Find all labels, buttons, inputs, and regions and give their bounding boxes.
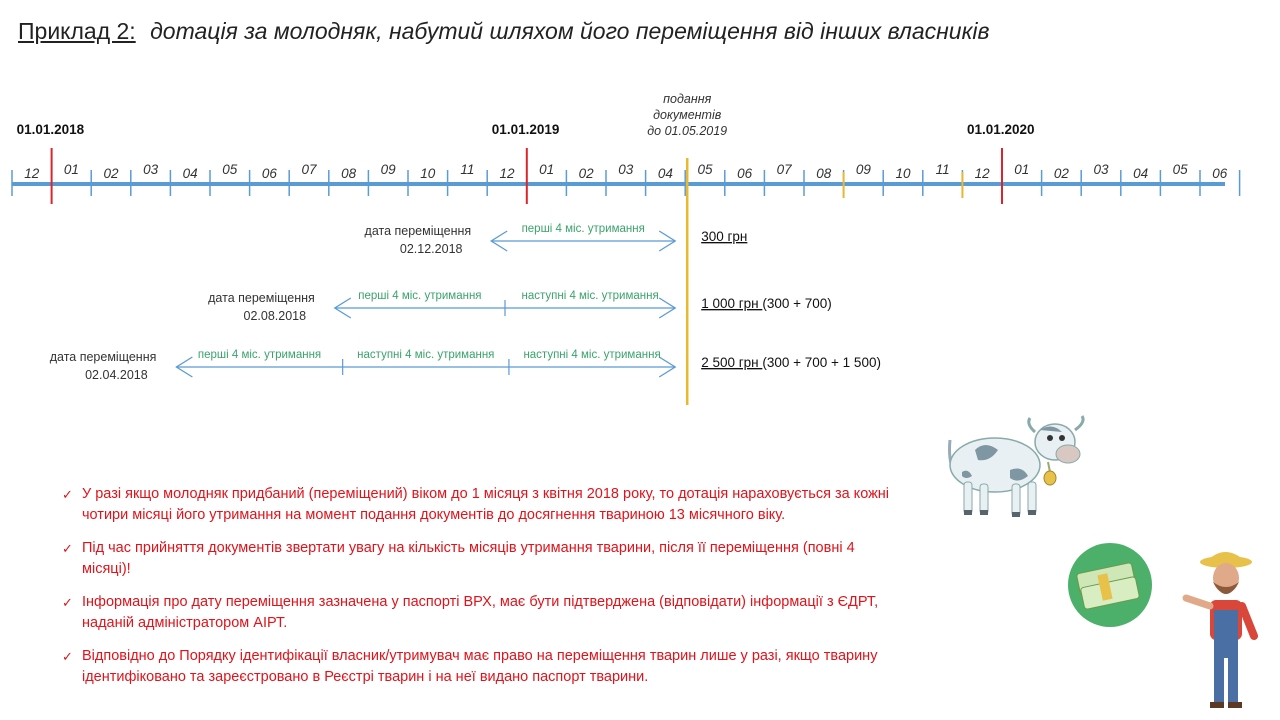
note-item [62, 646, 892, 688]
submission-note: до 01.05.2019 [647, 124, 728, 138]
move-date-value: 02.12.2018 [399, 242, 463, 256]
month-label: 02 [578, 166, 594, 181]
month-label: 02 [1053, 166, 1069, 181]
check-icon: ✓ [62, 541, 73, 556]
month-label: 06 [1212, 166, 1228, 181]
month-label: 10 [895, 166, 911, 181]
segment-label: перші 4 міс. утримання [521, 223, 645, 235]
segment-label: перші 4 міс. утримання [197, 349, 322, 361]
month-label: 01 [539, 162, 555, 177]
note-text: Під час прийняття документів звертати увагу на кількість місяців утримання тварини, після її переміщення (повні 4 місяці)! [82, 540, 855, 577]
month-label: 09 [380, 162, 396, 177]
subsidy-amount [701, 229, 747, 244]
month-label: 08 [816, 166, 832, 181]
month-label: 12 [24, 166, 40, 181]
check-icon: ✓ [62, 595, 73, 610]
month-label: 06 [261, 166, 277, 181]
year-label: 01.01.2019 [491, 122, 560, 137]
month-label: 11 [460, 162, 475, 177]
farmer-illustration [1060, 540, 1280, 720]
submission-note: документів [653, 108, 722, 122]
segment-label: наступні 4 міс. утримання [523, 349, 661, 361]
amount-breakdown: (300 + 700) [762, 296, 832, 311]
month-label: 09 [855, 162, 871, 177]
move-date-label: дата переміщення [364, 224, 472, 238]
check-icon: ✓ [62, 649, 73, 664]
amount-total: 1 000 грн [701, 296, 763, 311]
year-label: 01.01.2018 [16, 122, 85, 137]
move-date-label: дата переміщення [49, 350, 157, 364]
subsidy-amount [701, 296, 832, 311]
note-text: Відповідно до Порядку ідентифікації власник/утримувач має право на переміщення тварин лише у разі, якщо тварину ідентифіковано та зареєстровано в Реєстрі тварин і на неї видано паспорт тварини. [82, 648, 878, 685]
example-label: Приклад 2: [18, 18, 136, 44]
segment-label: перші 4 міс. утримання [358, 290, 482, 302]
month-label: 03 [143, 162, 159, 177]
move-date-value: 02.08.2018 [243, 309, 307, 323]
month-label: 11 [935, 162, 950, 177]
move-date-label: дата переміщення [208, 291, 315, 305]
check-icon: ✓ [62, 487, 73, 502]
note-item [62, 592, 892, 634]
month-label: 01 [63, 162, 79, 177]
example-description: дотація за молодняк, набутий шляхом його переміщення від інших власників [150, 18, 990, 44]
segment-label: наступні 4 міс. утримання [357, 349, 495, 361]
month-label: 03 [1093, 162, 1109, 177]
note-text: Інформація про дату переміщення зазначена у паспорті ВРХ, має бути підтверджена (відповідати) інформації з ЄДРТ, наданій адміністратором АІРТ. [82, 594, 879, 631]
month-label: 04 [657, 166, 673, 181]
move-date-value: 02.04.2018 [85, 368, 148, 382]
notes-list [62, 484, 892, 700]
month-label: 04 [182, 166, 198, 181]
cow-illustration [940, 410, 1100, 530]
note-text: У разі якщо молодняк придбаний (переміщений) віком до 1 місяця з квітня 2018 року, то дотація нараховується за кожні чотири місяці його утримання на момент подання документів до досягнення твариною 13 місячного віку. [82, 486, 890, 523]
amount-total: 2 500 грн [701, 355, 763, 370]
note-item [62, 484, 892, 526]
submission-note: подання [663, 92, 712, 106]
month-label: 07 [301, 162, 317, 177]
subsidy-amount [701, 355, 881, 370]
note-item [62, 538, 892, 580]
month-label: 12 [499, 166, 515, 181]
amount-breakdown: (300 + 700 + 1 500) [762, 355, 881, 370]
amount-total: 300 грн [701, 229, 748, 244]
month-label: 04 [1133, 166, 1149, 181]
month-label: 10 [420, 166, 436, 181]
month-label: 08 [341, 166, 357, 181]
month-label: 02 [103, 166, 119, 181]
month-label: 05 [1172, 162, 1188, 177]
month-label: 01 [1014, 162, 1030, 177]
month-label: 05 [222, 162, 238, 177]
month-label: 12 [974, 166, 990, 181]
month-label: 03 [618, 162, 634, 177]
year-label: 01.01.2020 [967, 122, 1035, 137]
month-label: 07 [776, 162, 792, 177]
month-label: 05 [697, 162, 713, 177]
segment-label: наступні 4 міс. утримання [521, 290, 659, 302]
month-label: 06 [737, 166, 753, 181]
